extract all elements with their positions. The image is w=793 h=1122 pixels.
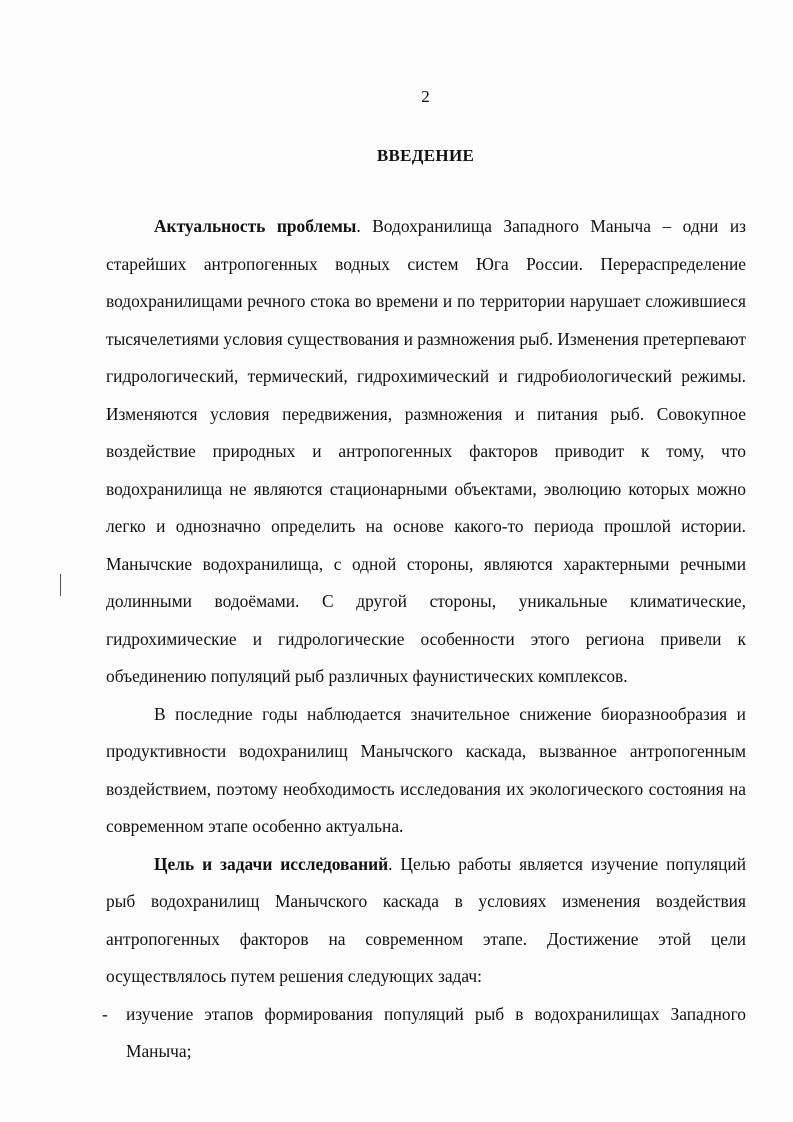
- paragraph-text: В последние годы наблюдается значительное снижение биоразнообразия и продуктивности водохранилищ Манычского каскада, вызванное антропогенным воздействием, поэтому необходимость исследования их экологического состояния на современном этапе особенно актуальна.: [106, 703, 746, 836]
- paragraph-text: . Целью работы является изучение популяций рыб водохранилищ Манычского каскада в условиях изменения воздействия антропогенных факторов на современном этапе. Достижение этой цели осуществлялось путем решения следующих задач:: [106, 853, 746, 986]
- section-heading: ВВЕДЕНИЕ: [376, 146, 475, 165]
- paragraph-decline: [106, 696, 746, 846]
- paragraph-lead: Цель и задачи исследований: [154, 853, 389, 874]
- paragraph-text: . Водохранилища Западного Маныча – одни из старейших антропогенных водных систем Юга России. Перераспределение водохранилищами речного стока во времени и по территории нарушает сложившиеся тысячелетиями условия существования и размножения рыб. Изменения претерпевают гидрологический, термический, гидрохимический и гидробиологический режимы. Изменяются условия передвижения, размножения и питания рыб. Совокупное воздействие природных и антропогенных факторов приводит к тому, что водохранилища не являются стационарными объектами, эволюцию которых можно легко и однозначно определить на основе какого-то периода прошлой истории. Манычские водохранилища, с одной стороны, являются характерными речными долинными водоёмами. С другой стороны, уникальные климатические, гидрохимические и гидрологические особенности этого региона привели к объединению популяций рыб различных фаунистических комплексов.: [106, 216, 746, 686]
- list-dash: -: [102, 1003, 108, 1024]
- paragraph-relevance: [106, 208, 746, 696]
- body-text: [102, 208, 746, 1071]
- list-item-text: изучение этапов формирования популяций рыб в водохранилищах Западного Маныча;: [126, 1003, 746, 1061]
- paragraph-goals: [106, 846, 746, 996]
- list-item: [102, 996, 746, 1071]
- paragraph-lead: Актуальность проблемы: [154, 216, 357, 236]
- scan-artifact: [60, 574, 61, 596]
- page-number: 2: [421, 87, 430, 106]
- task-list: [102, 996, 746, 1071]
